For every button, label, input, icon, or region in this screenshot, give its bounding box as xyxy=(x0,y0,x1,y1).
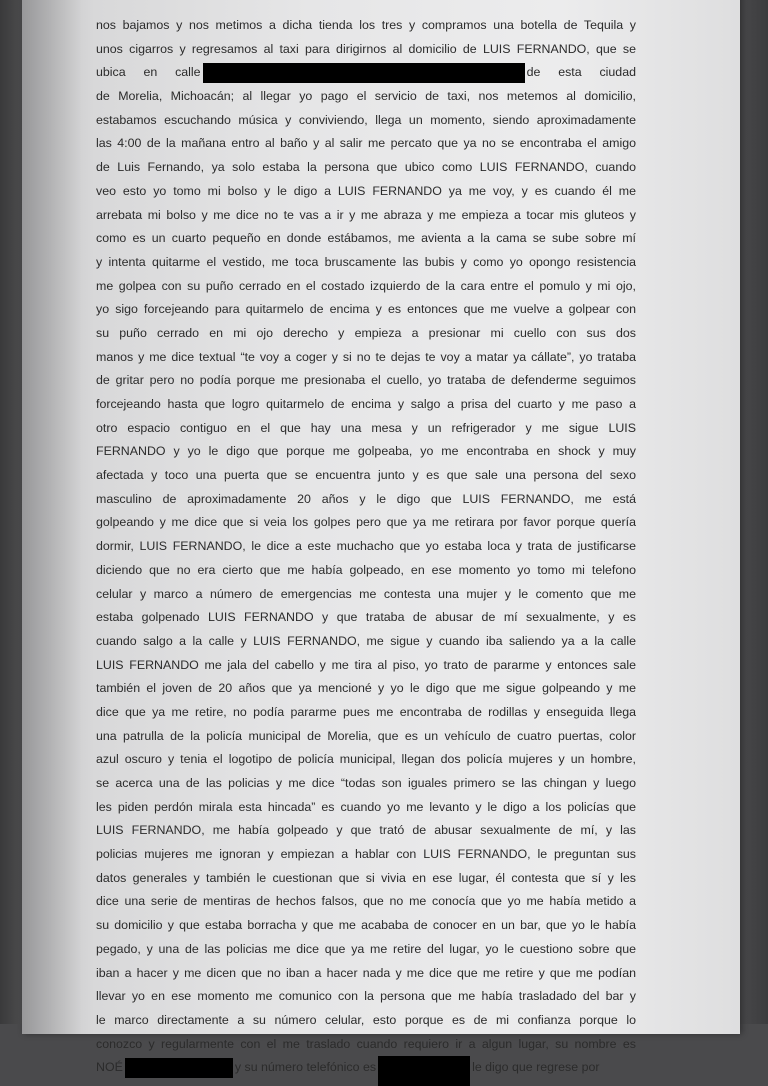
text-line: policias mujeres me ignoran y empiezan a hablar con LUIS FERNANDO, le preguntan sus xyxy=(96,847,636,862)
text-line: LUIS FERNANDO me jala del cabello y me tira al piso, yo trato de pararme y entonces sale xyxy=(96,657,636,672)
text-line-with-redaction xyxy=(96,1056,636,1080)
text-segment: de esta ciudad xyxy=(526,65,636,80)
text-line: pegado, y una de las policias me dice que ya me retire del lugar, yo le cuestiono sobre que xyxy=(96,941,636,956)
text-line: una patrulla de la policía municipal de Morelia, que es un vehículo de cuatro puertas, color xyxy=(96,728,636,743)
redaction-box xyxy=(125,1058,233,1078)
text-line: otro espacio contiguo en el que hay una mesa y un refrigerador y me sigue LUIS xyxy=(96,420,636,435)
text-line: su domicilio y que estaba borracha y que me acababa de conocer en un bar, que yo le había xyxy=(96,918,636,933)
page-shadow xyxy=(22,0,82,1034)
text-segment: ubica en calle xyxy=(96,65,201,80)
text-line: golpeando y me dice que si veia los golpes pero que ya me retirara por favor porque quería xyxy=(96,515,636,530)
text-line: de Morelia, Michoacán; al llegar yo pago el servicio de taxi, nos metemos al domicilio, xyxy=(96,89,636,104)
text-line: dice que ya me retire, no podía pararme pues me encontraba de rodillas y enseguida llega xyxy=(96,704,636,719)
text-line: de gritar pero no podía porque me presionaba el cuello, yo trataba de defenderme seguimos xyxy=(96,373,636,388)
text-line-with-redaction xyxy=(96,61,636,85)
redaction-box xyxy=(378,1056,470,1086)
text-line: manos y me dice textual “te voy a coger y si no te dejas te voy a matar ya cállate”, yo trataba xyxy=(96,349,636,364)
text-line: iban a hacer y me dicen que no iban a hacer nada y me dice que me retire y que me podían xyxy=(96,965,636,980)
text-line: cuando salgo a la calle y LUIS FERNANDO, me sigue y cuando iba saliendo ya a la calle xyxy=(96,633,636,648)
document-body xyxy=(96,14,636,1080)
text-segment: NOÉ xyxy=(96,1060,123,1075)
text-line: me golpea con su puño cerrado en el costado izquierdo de la cara entre el pomulo y mi ojo, xyxy=(96,278,636,293)
text-line: las 4:00 de la mañana entro al baño y al salir me percato que ya no se encontraba el amigo xyxy=(96,136,636,151)
text-line: datos generales y también le cuestionan que si vivia en ese lugar, él contesta que sí y les xyxy=(96,870,636,885)
text-line: forcejeando hasta que logro quitarmelo de encima y salgo a prisa del cuarto y me paso a xyxy=(96,397,636,411)
text-line: LUIS FERNANDO, me había golpeado y que trató de abusar sexualmente de mí, y las xyxy=(96,823,636,838)
text-line: nos bajamos y nos metimos a dicha tienda los tres y compramos una botella de Tequila y xyxy=(96,18,636,32)
text-line: dormir, LUIS FERNANDO, le dice a este muchacho que yo estaba loca y trata de justificarse xyxy=(96,539,636,554)
text-line: de Luis Fernando, ya solo estaba la persona que ubico como LUIS FERNANDO, cuando xyxy=(96,160,636,175)
text-line: masculino de aproximadamente 20 años y le digo que LUIS FERNANDO, me está xyxy=(96,491,636,506)
text-line: les piden perdón mirala esta hincada” es cuando yo me levanto y le digo a los policías que xyxy=(96,799,636,814)
text-line: diciendo que no era cierto que me había golpeado, en ese momento yo tomo mi telefono xyxy=(96,562,636,577)
text-line: azul oscuro y tenia el logotipo de policía municipal, llegan dos policía mujeres y un hombre, xyxy=(96,752,636,767)
text-line: celular y marco a número de emergencias me contesta una mujer y le comento que me xyxy=(96,586,636,601)
redaction-box xyxy=(203,63,525,83)
text-line: unos cigarros y regresamos al taxi para dirigirnos al domicilio de LUIS FERNANDO, que se xyxy=(96,41,636,56)
text-line: estaba golpenado LUIS FERNANDO y que trataba de abusar de mí sexualmente, y es xyxy=(96,610,636,625)
text-line: le marco directamente a su número celular, esto porque es de mi confianza porque lo xyxy=(96,1012,636,1027)
text-line: su puño cerrado en mi ojo derecho y empieza a presionar mi cuello con sus dos xyxy=(96,325,636,340)
text-line: como es un cuarto pequeño en donde estábamos, me avienta a la cama se sube sobre mí xyxy=(96,231,636,246)
text-line: también el joven de 20 años que ya mencioné y yo le digo que me sigue golpeando y me xyxy=(96,681,636,696)
text-line: dice una serie de mentiras de hechos falsos, que no me conocía que yo me había metido a xyxy=(96,894,636,909)
text-segment: le digo que regrese por xyxy=(472,1060,600,1075)
text-line: estabamos escuchando música y conviviendo, llega un momento, siendo aproximadamente xyxy=(96,112,636,127)
text-line: yo sigo forcejeando para quitarmelo de encima y es entonces que me vuelve a golpear con xyxy=(96,302,636,317)
text-segment: y su número telefónico es xyxy=(234,1060,377,1075)
text-line: afectada y toco una puerta que se encuentra junto y es que sale una persona del sexo xyxy=(96,468,636,483)
text-line: veo esto yo tomo mi bolso y le digo a LUIS FERNANDO ya me voy, y es cuando él me xyxy=(96,183,636,198)
text-line: llevar yo en ese momento me comunico con la persona que me había trasladado del bar y xyxy=(96,989,636,1004)
text-line: se acerca una de las policias y me dice “todas son iguales primero se las chingan y luego xyxy=(96,776,636,790)
text-line: y intenta quitarme el vestido, me toca bruscamente las bubis y como yo opongo resistencia xyxy=(96,254,636,269)
text-line: arrebata mi bolso y me dice no te vas a ir y me abraza y me empieza a tocar mis gluteos y xyxy=(96,207,636,222)
text-line: conozco y regularmente con el me traslado cuando requiero ir a algun lugar, su nombre es xyxy=(96,1036,636,1051)
text-line: FERNANDO y yo le digo que porque me golpeaba, yo me encontraba en shock y muy xyxy=(96,444,636,459)
